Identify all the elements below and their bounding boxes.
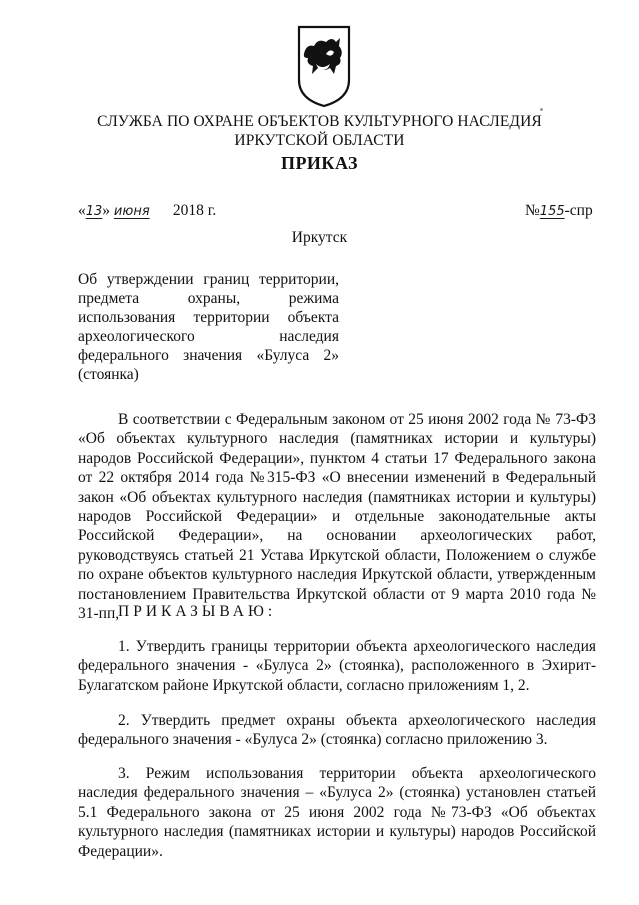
date-year: 2018 г. — [172, 202, 217, 219]
organization-region: ИРКУТСКОЙ ОБЛАСТИ — [234, 132, 405, 149]
order-date — [78, 202, 216, 220]
order-point-3: 3. Режим использования территории объекта археологического наследия федерального значения – «Булуса 2» (стоянка) установлен статьей 5.1 Федерального закона от 25 июня 2002 года №73-ФЗ «Об объектах культурного наследия (памятниках истории и культуры) народов Российской Федерации». — [78, 765, 596, 860]
scan-mark — [540, 108, 543, 111]
order-number — [525, 202, 593, 220]
document-title: ПРИКАЗ — [280, 153, 359, 173]
city: Иркутск — [291, 229, 348, 246]
coat-of-arms-icon — [296, 24, 352, 108]
order-point-2: 2. Утвердить предмет охраны объекта археологического наследия федерального значения - «Булуса 2» (стоянка) согласно приложению 3. — [78, 712, 596, 749]
order-subject: Об утверждении границ территории, предмета охраны, режима использования территории объекта археологического наследия федерального значения «Булуса 2» (стоянка) — [78, 271, 339, 383]
organization-name: СЛУЖБА ПО ОХРАНЕ ОБЪЕКТОВ КУЛЬТУРНОГО НАСЛЕДИЯ — [97, 113, 542, 130]
date-open-quote: « — [78, 202, 86, 219]
order-directive: ПРИКАЗЫВАЮ: — [118, 603, 277, 620]
order-point-1: 1. Утвердить границы территории объекта археологического наследия федерального значения - «Булуса 2» (стоянка), расположенного в Эхирит-Булагатском районе Иркутской области, согласно приложениям 1, 2. — [78, 638, 596, 694]
number-prefix: № — [525, 202, 540, 219]
date-day: 13 — [85, 204, 103, 219]
date-close-quote: » — [102, 202, 111, 219]
preamble-paragraph: В соответствии с Федеральным законом от 25 июня 2002 года № 73-ФЗ «Об объектах культурного наследия (памятниках истории и культуры) народов Российской Федерации», пунктом 4 статьи 17 Федерального закона от 22 октября 2014 года №315-ФЗ «О внесении изменений в Федеральный закон «Об объектах культурного наследия (памятниках истории и культуры) народов Российской Федерации» и отдельные законодательные акты Российской Федерации», на основании археологических работ, руководствуясь статьей 21 Устава Иркутской области, Положением о службе по охране объектов культурного наследия Иркутской области, утвержденным постановлением Правительства Иркутской области от 9 марта 2010 года № 31-пп, — [78, 411, 596, 623]
number-suffix: -спр — [564, 202, 593, 219]
number-value: 155 — [539, 204, 565, 219]
date-month: июня — [113, 204, 150, 219]
